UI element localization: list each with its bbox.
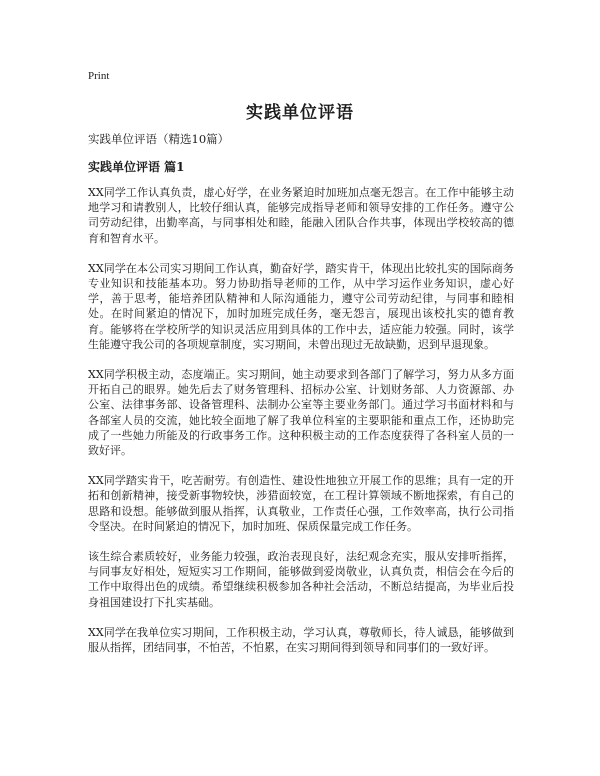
document-body: [88, 185, 514, 670]
paragraph-5: 该生综合素质较好，业务能力较强，政治表现良好，法纪观念充实，服从安排听指挥，与同事友好相处，短短实习工作期间，能够做到爱岗敬业，认真负责，相信会在今后的工作中取得出色的成绩。希望继续积极参加各种社会活动，不断总结提高，为毕业后投身祖国建设打下扎实基础。: [88, 550, 514, 609]
document-subtitle: 实践单位评语（精选10篇）: [88, 132, 230, 146]
paragraph-2: XX同学在本公司实习期间工作认真，勤奋好学，踏实肯干，体现出比较扎实的国际商务专业知识和技能基本功。努力协助指导老师的工作，从中学习运作业务知识，虚心好学，善于思考，能培养团队精神和人际沟通能力，遵守公司劳动纪律，与同事和睦相处。在时间紧迫的情况下，加时加班完成任务，毫无怨言，展现出该校扎实的德育教育。能够将在学校所学的知识灵活应用到具体的工作中去，适应能力较强。同时，该学生能遵守我公司的各项规章制度，实习期间，未曾出现过无故缺勤，迟到早退现象。: [88, 261, 514, 351]
paragraph-4: XX同学踏实肯干，吃苦耐劳。有创造性、建设性地独立开展工作的思维；具有一定的开拓和创新精神，接受新事物较快，涉猎面较宽，在工程计算领域不断地探索，有自己的思路和设想。能够做到服从指挥，认真敬业，工作责任心强，工作效率高，执行公司指令坚决。在时间紧迫的情况下，加时加班、保质保量完成工作任务。: [88, 474, 514, 533]
paragraph-3: XX同学积极主动，态度端正。实习期间，她主动要求到各部门了解学习，努力从多方面开拓自己的眼界。她先后去了财务管理科、招标办公室、计划财务部、人力资源部、办公室、法律事务部、设备管理科、法制办公室等主要业务部门。通过学习书面材料和与各部室人员的交流，她比较全面地了解了我单位科室的主要职能和重点工作，还协助完成了一些她力所能及的行政事务工作。这种积极主动的工作态度获得了各科室人员的一致好评。: [88, 368, 514, 458]
paragraph-6: XX同学在我单位实习期间，工作积极主动，学习认真，尊敬师长，待人诚恳，能够做到服从指挥，团结同事，不怕苦，不怕累，在实习期间得到领导和同事们的一致好评。: [88, 625, 514, 655]
paragraph-1: XX同学工作认真负责，虚心好学，在业务紧迫时加班加点毫无怨言。在工作中能够主动地学习和请教别人，比较仔细认真，能够完成指导老师和领导安排的工作任务。遵守公司劳动纪律，出勤率高，与同事相处和睦，能融入团队合作共事，体现出学校较高的德育和智育水平。: [88, 186, 514, 245]
section-heading: 实践单位评语 篇1: [88, 160, 185, 174]
page-title: 实践单位评语: [246, 103, 354, 123]
print-link[interactable]: Print: [88, 70, 110, 82]
